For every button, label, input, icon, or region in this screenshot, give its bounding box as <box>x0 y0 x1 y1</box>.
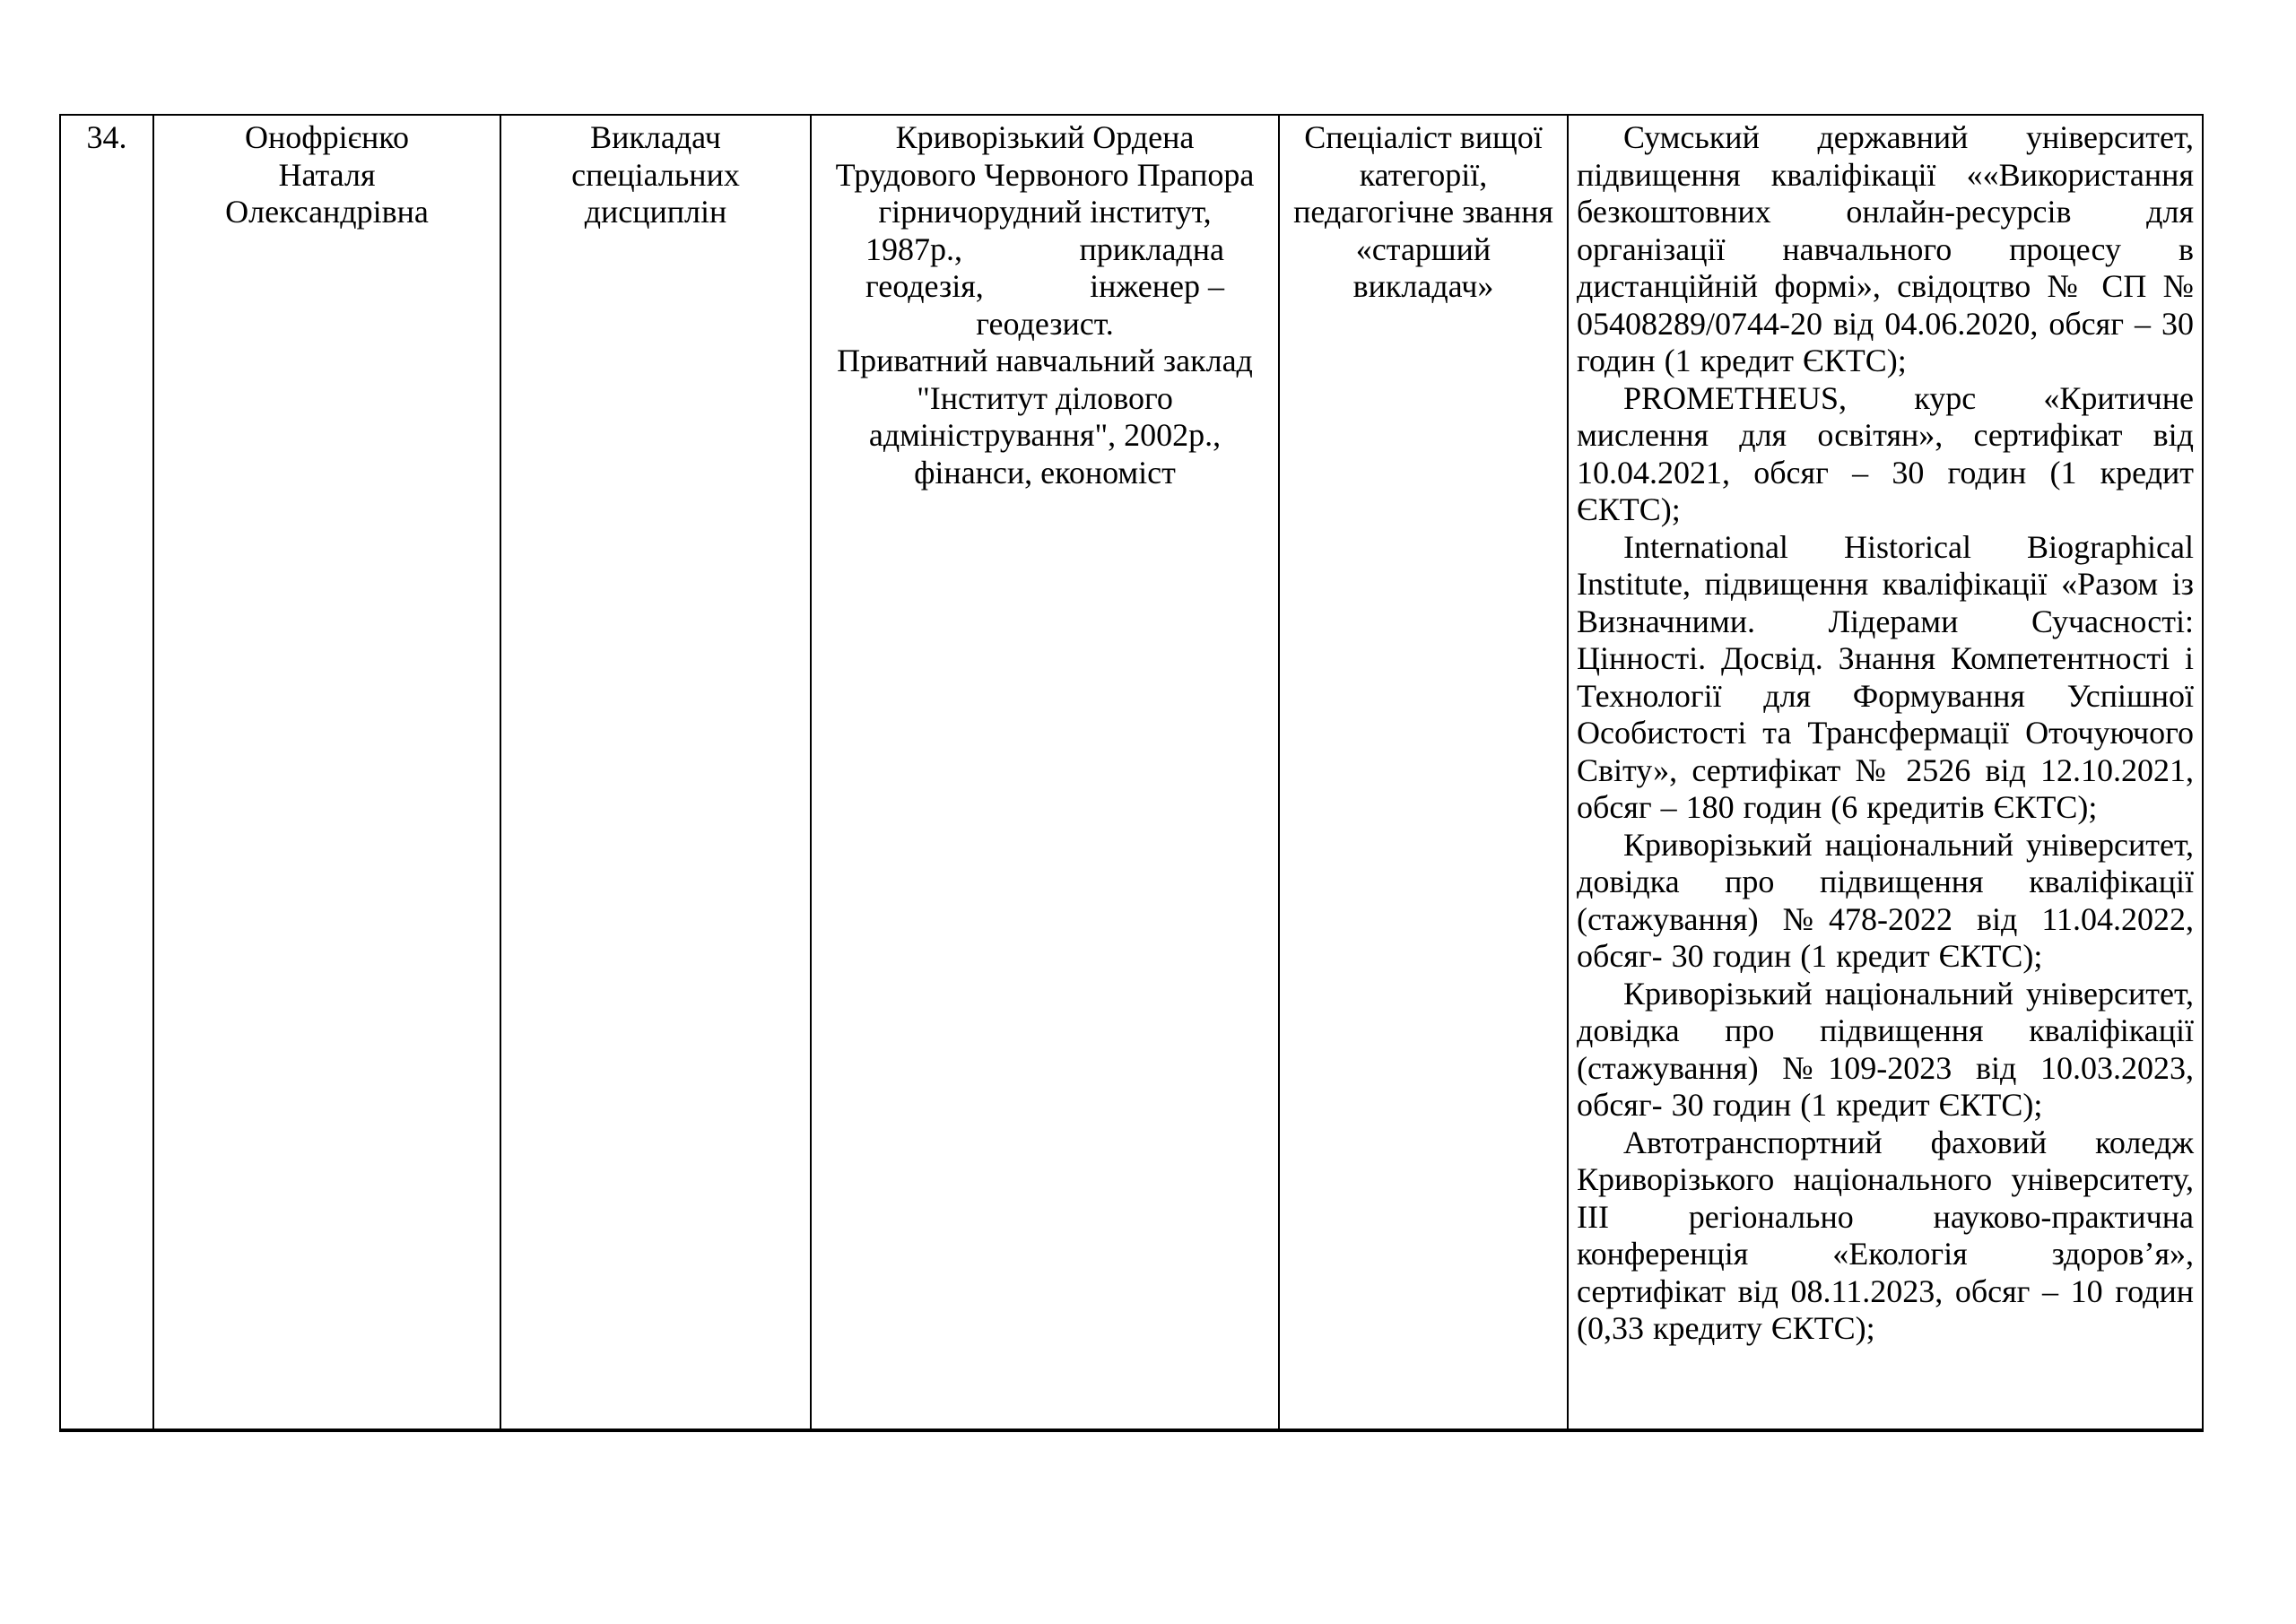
education-line-left: 1987р., <box>865 230 962 267</box>
qualification-paragraph: PROMETHEUS, курс «Критичне мислення для освітян», сертифікат від 10.04.2021, обсяг – 30 годин (1 кредит ЄКТС); <box>1577 379 2194 527</box>
education-cell <box>812 116 1280 1429</box>
name-cell <box>154 116 501 1429</box>
category-text: Спеціаліст вищої категорії, педагогічне звання «старший викладач» <box>1293 119 1553 304</box>
qualification-paragraph: Автотранспортний фаховий коледж Криворізького національного університету, ІІІ регіонально науково-практична конференція «Екологія здоровʼя», сертифікат від 08.11.2023, обсяг – 10 годин (0,33 кредиту ЄКТС); <box>1577 1124 2194 1346</box>
faculty-table-row <box>59 114 2204 1432</box>
qualification-paragraph: Криворізький національний університет, довідка про підвищення кваліфікації (стажування) №109-2023 від 10.03.2023, обсяг- 30 годин (1 кредит ЄКТС); <box>1577 975 2194 1123</box>
qualification-paragraph: Криворізький національний університет, довідка про підвищення кваліфікації (стажування) №478-2022 від 11.04.2022, обсяг- 30 годин (1 кредит ЄКТС); <box>1577 826 2194 974</box>
education-line-right: прикладна <box>1079 230 1224 267</box>
qualifications-cell <box>1569 116 2202 1429</box>
position-line: дисциплін <box>584 194 727 230</box>
position-line: Викладач <box>590 119 721 155</box>
education-line-right: інженер – <box>1090 268 1224 304</box>
education-line <box>822 268 1267 306</box>
name-line: Онофрієнко <box>245 119 409 155</box>
education-line: геодезист. <box>976 305 1114 342</box>
name-line: Наталя <box>278 156 376 193</box>
education-line-left: геодезія, <box>865 268 984 304</box>
row-number-cell <box>61 116 154 1429</box>
education-line: Приватний навчальний заклад <box>837 343 1253 378</box>
qualification-paragraph: Сумський державний університет, підвищення кваліфікації ««Використання безкоштовних онлайн-ресурсів для організації навчального процесу в дистанційній формі», свідоцтво № СП № 05408289/0744-20 від 04.06.2020, обсяг – 30 годин (1 кредит ЄКТС); <box>1577 119 2194 378</box>
name-line: Олександрівна <box>225 194 429 230</box>
education-line: фінанси, економіст <box>914 454 1176 491</box>
position-cell <box>501 116 812 1429</box>
education-line: адміністрування", 2002р., <box>868 417 1222 453</box>
position-line: спеціальних <box>571 156 740 193</box>
row-number: 34. <box>86 119 127 155</box>
education-line: гірничорудний інститут, <box>878 194 1212 230</box>
education-line: Криворізький Ордена <box>895 119 1195 155</box>
qualification-paragraph: International Historical Biographical Institute, підвищення кваліфікації «Разом із Визначними. Лідерами Сучасності: Цінності. Досвід. Знання Компетентності і Технології для Формування Успішної Особистості та Трансфермації Оточуючого Світу», сертифікат № 2526 від 12.10.2021, обсяг – 180 годин (6 кредитів ЄКТС); <box>1577 528 2194 825</box>
education-line <box>822 231 1267 269</box>
education-line: Трудового Червоного Прапора <box>835 156 1255 193</box>
education-line: "Інститут ділового <box>917 379 1173 416</box>
category-cell <box>1280 116 1569 1429</box>
